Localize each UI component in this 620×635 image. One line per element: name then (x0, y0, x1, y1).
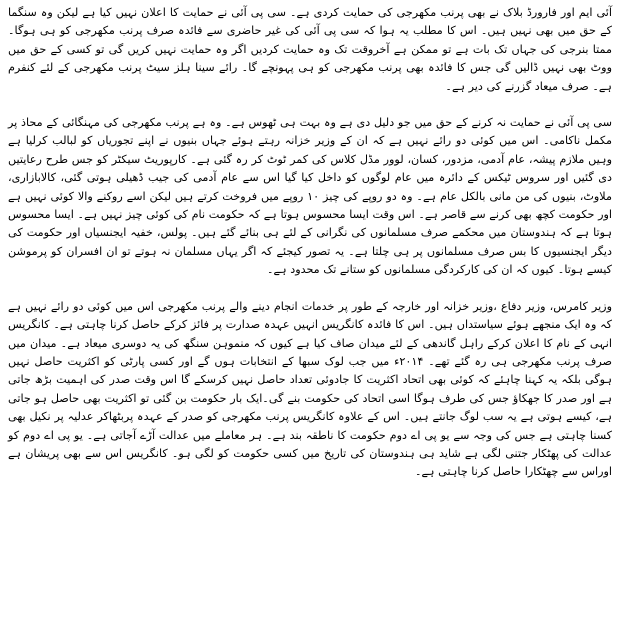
article-paragraph-3: وزیر کامرس، وزیر دفاع ،وزیر خزانہ اور خارجہ کے طور پر خدمات انجام دینے والے پرنب مکھرجی اس میں کوئی دو رائے نہیں ہے کہ وہ ایک منجھے ہوئے سیاستداں ہیں۔ اس کا فائدہ کانگریس انہیں عہدہ صدارت پر فائز کرکے حاصل کرنا چاہتی ہے۔ کانگریس انہی کے نام کا اعلان کرکے راہل گاندھی کے لئے میدان صاف کیا ہے کیوں کہ منموہن سنگھ کی یہ دوسری میعاد ہے۔ میدان میں صرف پرنب مکھرجی ہی رہ گئے تھے۔ ۲۰۱۴ء میں جب لوک سبھا کے انتخابات ہوں گے اور کسی پارٹی کو اکثریت حاصل نہیں ہوگی بلکہ یہ کہنا چاہئے کہ کوئی بھی اتحاد اکثریت کا جادوئی تعداد حاصل نہیں کرسکے گا اس وقت صدر کی اہمیت بڑھ جاتی ہے اور صدر کا جھکاؤ جس کی طرف ہوگا اسی اتحاد کی حکومت بنے گی۔ایک بار حکومت بن گئی تو اکثریت بھی حاصل ہو جاتی ہے، کیسے ہوتی ہے یہ سب لوگ جانتے ہیں۔ اس کے علاوہ کانگریس پرنب مکھرجی کو صدر کے عہدہ پربٹھاکر عدلیہ پر نکیل بھی کسنا چاہتی ہے جس کی وجہ سے یو پی اے دوم حکومت کا ناطقہ بند ہے۔ ہر معاملے میں عدالت آڑے آجاتی ہے۔ یو پی اے دوم کو عدالت کی پھٹکار جتنی لگی ہے شاید ہی ہندوستان کی تاریخ میں کسی حکومت کو لگی ہو۔ کانگریس اس سے بھی پریشان ہے اوراس سے چھٹکارا حاصل کرنا چاہتی ہے۔ (8, 299, 612, 479)
article-page (8, 4, 612, 631)
article-paragraph-2: سی پی آئی نے حمایت نہ کرنے کے حق میں جو دلیل دی ہے وہ بہت ہی ٹھوس ہے۔ وہ ہے پرنب مکھرجی کی مہنگائی کے محاذ پر مکمل ناکامی۔ اس میں کوئی دو رائے نہیں ہے کہ ان کے وزیر خزانہ رہتے ہوئے جہاں بنیوں نے اپنے تجوریاں کو لبالب کرلیا ہے وہیں ملازم پیشہ، عام آدمی، مزدور، کسان، لوور مڈل کلاس کی کمر ٹوٹ کر رہ گئی ہے۔ کارپوریٹ سیکٹر کو جس طرح رعایتیں دی گئیں اور سروس ٹیکس کے دائرہ میں عام لوگوں کو داخل کیا گیا اس سے عام آدمی کی جیب ڈھیلی ہوتی گئی، کالابازاری، ملاوٹ، بنیوں کی من مانی بالکل عام ہے۔ وہ دو روپے کی چیز ۱۰ روپے میں فروخت کرتے ہیں لیکن اسے روکنے والا کوئی نہیں ہے اور حکومت کچھ بھی کرنے سے قاصر ہے۔ اس وقت ایسا محسوس ہوتا ہے کہ حکومت نام کی کوئی چیز نہیں ہے۔ ایسا محسوس ہوتا ہے کہ ہندوستان میں محکمے صرف مسلمانوں کی نگرانی کے لئے ہی بنائے گئے ہیں۔ پولس، خفیہ ایجنسیاں اور حکومت کی دیگر ایجنسیوں کا بس صرف مسلمانوں پر ہی چلتا ہے۔ یہ تصور کیجئے کہ اگر یہاں مسلمان نہ ہوتے تو ان افسران کو پرموشن کیسے ہوتا۔ کیوں کہ ان کی کارکردگی مسلمانوں کو ستانے تک محدود ہے۔ (8, 116, 612, 277)
article-paragraph-1: آئی ایم اور فارورڈ بلاک نے بھی پرنب مکھرجی کی حمایت کردی ہے۔ سی پی آئی نے حمایت کا اعلان نہیں کیا ہے لیکن وہ سنگما کے حق میں بھی نہیں ہیں۔ اس کا مطلب یہ ہوا کہ سی پی آئی کی غیر حاضری سے فائدہ صرف پرنب مکھرجی کو ہی ہوگا۔ ممتا بنرجی کی جہاں تک بات ہے تو ممکن ہے آخروقت تک وہ حمایت کردیں اگر وہ حمایت نہیں کریں گی تو کسی کے حق میں ووٹ بھی نہیں ڈالیں گی جس کا فائدہ بھی پرنب مکھرجی کو ہی پہونچے گا۔ رائے سینا ہلز سیٹ پرنب مکھرجی کے لئے کنفرم ہے۔ صرف میعاد گزرنے کی دیر ہے۔ (8, 6, 612, 93)
